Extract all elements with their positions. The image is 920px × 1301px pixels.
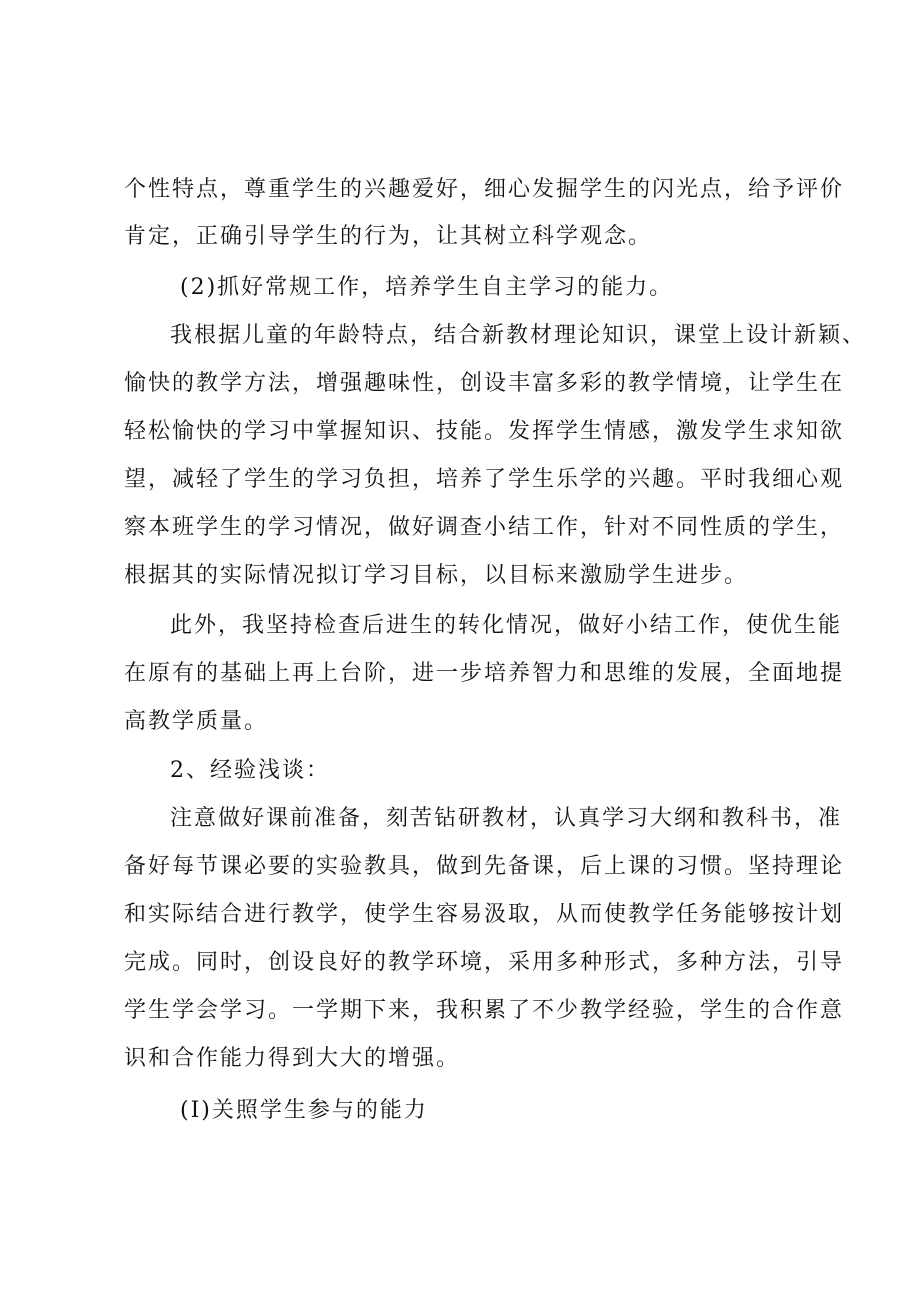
paragraph-line: 识和合作能力得到大大的增强。 xyxy=(124,1046,461,1071)
paragraph-line: 学生学会学习。一学期下来，我积累了不少教学经验，学生的合作意 xyxy=(124,998,845,1023)
paragraph-line: 此外，我坚持检查后进生的转化情况，做好小结工作，使优生能 xyxy=(170,613,843,638)
paragraph-line: 轻松愉快的学习中掌握知识、技能。发挥学生情感，激发学生求知欲 xyxy=(124,419,845,444)
paragraph-line: 我根据儿童的年龄特点，结合新教材理论知识，课堂上设计新颖、 xyxy=(170,323,867,348)
section-heading: (I)关照学生参与的能力 xyxy=(180,1098,428,1123)
paragraph-line: 和实际结合进行教学，使学生容易汲取，从而使教学任务能够按计划 xyxy=(124,902,845,927)
paragraph-line: 察本班学生的学习情况，做好调查小结工作，针对不同性质的学生， xyxy=(124,515,845,540)
paragraph-line: 在原有的基础上再上台阶，进一步培养智力和思维的发展，全面地提 xyxy=(124,661,845,686)
paragraph-line: 高教学质量。 xyxy=(124,709,269,734)
paragraph-line: 愉快的教学方法，增强趣味性，创设丰富多彩的教学情境，让学生在 xyxy=(124,371,845,396)
paragraph-line: 完成。同时，创设良好的教学环境，采用多种形式，多种方法，引导 xyxy=(124,950,845,975)
paragraph-line: 个性特点，尊重学生的兴趣爱好，细心发掘学生的闪光点，给予评价 xyxy=(124,177,845,202)
paragraph-line: 肯定，正确引导学生的行为，让其树立科学观念。 xyxy=(124,224,653,249)
paragraph-line: 注意做好课前准备，刻苦钻研教材，认真学习大纲和教科书，准 xyxy=(170,806,843,831)
section-heading: 2、经验浅谈： xyxy=(170,758,330,783)
paragraph-line: 备好每节课必要的实验教具，做到先备课，后上课的习惯。坚持理论 xyxy=(124,854,845,879)
paragraph-line: 根据其的实际情况拟订学习目标，以目标来激励学生进步。 xyxy=(124,563,749,588)
section-heading: (2)抓好常规工作，培养学生自主学习的能力。 xyxy=(180,275,674,300)
paragraph-line: 望，减轻了学生的学习负担，培养了学生乐学的兴趣。平时我细心观 xyxy=(124,467,845,492)
